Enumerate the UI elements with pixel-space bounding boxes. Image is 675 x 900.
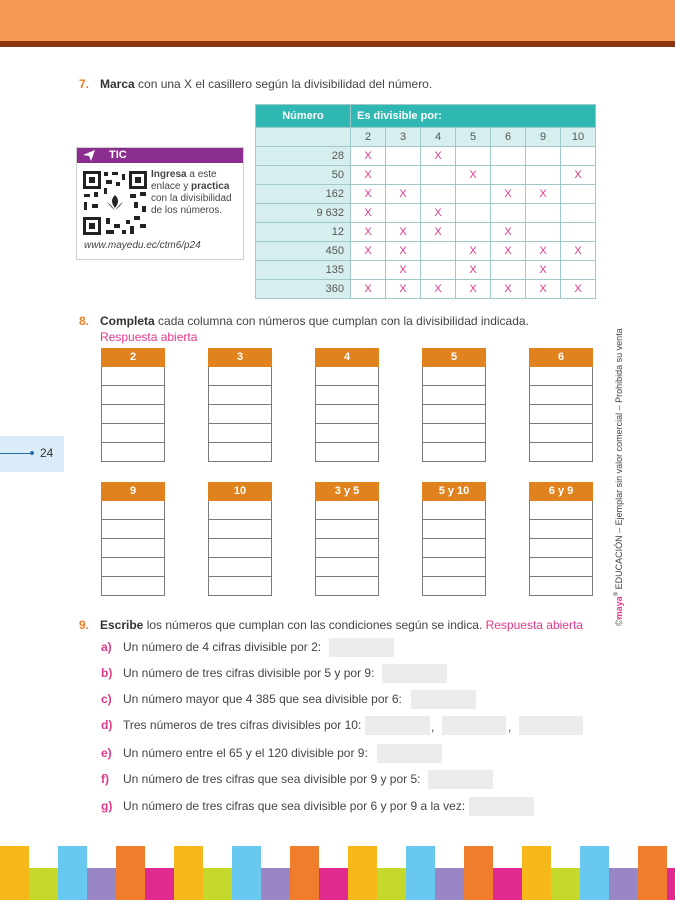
stripe [319,868,348,900]
answer-cell[interactable] [529,520,593,539]
bottom-stripes [0,846,675,900]
answer-cell[interactable] [208,558,272,577]
mark-cell[interactable]: X [456,280,491,299]
answer-cell[interactable] [208,386,272,405]
mark-cell[interactable]: X [421,280,456,299]
stripe [406,846,435,900]
q9-item [101,666,374,680]
stripe [609,868,638,900]
mark-cell[interactable] [421,185,456,204]
row-number: 9 632 [256,204,351,223]
page-number-line [0,453,30,454]
mark-cell[interactable] [526,204,561,223]
copyright-sign: © [614,619,624,626]
mark-cell[interactable]: X [456,242,491,261]
column-header: 2 [101,348,165,367]
mark-cell[interactable]: X [526,280,561,299]
row-number: 360 [256,280,351,299]
item-letter: a) [101,640,112,654]
column-header: 10 [208,482,272,501]
answer-cell[interactable] [101,367,165,386]
mark-cell[interactable]: X [491,223,526,242]
separator-comma: , [431,720,435,734]
divisor-header: 2 [351,128,386,147]
item-letter: b) [101,666,113,680]
divisor-corner [256,128,351,147]
mark-cell[interactable]: X [386,223,421,242]
mark-cell[interactable] [421,261,456,280]
mark-cell[interactable]: X [526,185,561,204]
q7-text: con una X el casillero según la divisibilidad del número. [134,77,433,91]
divisibility-column [529,348,593,462]
answer-cell[interactable] [529,386,593,405]
item-text: Un número de tres cifras divisible por 5 y por 9: [123,666,375,680]
table-row [256,261,596,280]
mark-cell[interactable]: X [421,204,456,223]
divisor-header: 10 [561,128,596,147]
table-row [256,280,596,299]
stripe [667,868,675,900]
stripe [232,846,261,900]
mark-cell[interactable]: X [491,185,526,204]
header-divisible: Es divisible por: [351,105,596,128]
table-row [256,223,596,242]
answer-cell[interactable] [529,558,593,577]
table-row [256,242,596,261]
mark-cell[interactable] [491,261,526,280]
answer-cell[interactable] [422,367,486,386]
q9-item [101,746,368,760]
answer-cell[interactable] [422,558,486,577]
page-number: 24 [40,446,54,460]
stripe [0,846,29,900]
mark-cell[interactable] [351,261,386,280]
q8-verb: Completa [100,314,155,328]
q9-item [101,799,465,813]
mark-cell[interactable] [456,147,491,166]
row-number: 28 [256,147,351,166]
q9-note: Respuesta abierta [485,618,583,632]
mark-cell[interactable]: X [351,242,386,261]
q9-verb: Escribe [100,618,144,632]
stripe [174,846,203,900]
answer-cell[interactable] [315,539,379,558]
brand-registered: ® [614,591,620,597]
answer-cell[interactable] [101,386,165,405]
mark-cell[interactable] [561,147,596,166]
divisor-header: 4 [421,128,456,147]
divisibility-column [101,348,165,462]
stripe [493,868,522,900]
tic-ingresa: Ingresa [151,169,187,180]
mark-cell[interactable]: X [561,242,596,261]
page-number-dot [30,451,34,455]
item-letter: f) [101,772,109,786]
stripe [551,868,580,900]
answer-cell[interactable] [208,539,272,558]
mark-cell[interactable] [526,147,561,166]
q7-number: 7. [79,77,90,91]
answer-cell[interactable] [101,424,165,443]
answer-cell[interactable] [529,367,593,386]
mark-cell[interactable] [386,147,421,166]
q9-item [101,640,321,654]
answer-field[interactable] [365,716,430,735]
answer-cell[interactable] [529,443,593,462]
mark-cell[interactable]: X [561,280,596,299]
row-number: 162 [256,185,351,204]
column-header: 3 y 5 [315,482,379,501]
brand-logo: maya [614,596,624,620]
mark-cell[interactable]: X [351,185,386,204]
row-number: 12 [256,223,351,242]
separator-comma: , [508,720,512,734]
q8-note: Respuesta abierta [100,330,198,344]
mark-cell[interactable]: X [351,166,386,185]
divisibility-column [315,348,379,462]
answer-cell[interactable] [529,577,593,596]
divisibility-column [422,482,486,596]
answer-cell[interactable] [422,424,486,443]
mark-cell[interactable]: X [386,261,421,280]
mark-cell[interactable]: X [526,242,561,261]
column-header: 9 [101,482,165,501]
divisibility-table [255,104,596,299]
stripe [116,846,145,900]
answer-field[interactable] [442,716,506,735]
tic-text-1: a este enlace y [151,169,217,192]
divisibility-column [422,348,486,462]
mark-cell[interactable] [456,185,491,204]
tic-practica: practica [191,181,230,192]
tic-instructions [151,169,243,217]
header-numero: Número [256,105,351,128]
divisor-header: 3 [386,128,421,147]
column-header: 5 y 10 [422,482,486,501]
answer-cell[interactable] [208,424,272,443]
column-header: 5 [422,348,486,367]
answer-cell[interactable] [315,424,379,443]
answer-field[interactable] [377,744,442,763]
q8-text: cada columna con números que cumplan con la divisibilidad indicada. [154,314,529,328]
divisibility-column [208,348,272,462]
answer-field[interactable] [382,664,447,683]
item-text: Tres números de tres cifras divisibles por 10: [123,718,362,732]
answer-cell[interactable] [101,558,165,577]
stripe [261,868,290,900]
q7-verb: Marca [100,77,135,91]
qr-code-icon[interactable] [82,170,148,236]
mark-cell[interactable] [561,223,596,242]
mark-cell[interactable]: X [456,261,491,280]
top-banner-line [0,41,675,47]
divisor-header: 5 [456,128,491,147]
mark-cell[interactable] [491,147,526,166]
answer-cell[interactable] [101,405,165,424]
answer-cell[interactable] [422,501,486,520]
column-header: 6 y 9 [529,482,593,501]
tic-link[interactable]: www.mayedu.ec/ctm6/p24 [84,240,201,251]
table-row [256,166,596,185]
stripe [377,868,406,900]
mark-cell[interactable] [526,166,561,185]
stripe [435,868,464,900]
answer-field[interactable] [329,638,394,657]
mark-cell[interactable] [561,261,596,280]
q9-item [101,692,402,706]
divisibility-column [101,482,165,596]
q8-instruction [100,314,529,328]
mark-cell[interactable] [456,223,491,242]
mark-cell[interactable] [561,185,596,204]
answer-cell[interactable] [315,386,379,405]
answer-cell[interactable] [529,405,593,424]
answer-field[interactable] [428,770,493,789]
answer-cell[interactable] [208,367,272,386]
mark-cell[interactable] [491,166,526,185]
mark-cell[interactable]: X [421,223,456,242]
answer-cell[interactable] [101,577,165,596]
answer-cell[interactable] [529,539,593,558]
answer-cell[interactable] [315,367,379,386]
mark-cell[interactable] [561,204,596,223]
answer-cell[interactable] [422,520,486,539]
item-letter: e) [101,746,112,760]
answer-field[interactable] [519,716,583,735]
answer-cell[interactable] [101,539,165,558]
q9-item [101,772,420,786]
stripe [348,846,377,900]
answer-cell[interactable] [208,501,272,520]
tic-box [76,147,244,260]
divisibility-column [208,482,272,596]
divisor-header: 6 [491,128,526,147]
mark-cell[interactable]: X [491,280,526,299]
q9-text: los números que cumplan con las condiciones según se indica. [143,618,483,632]
answer-cell[interactable] [315,501,379,520]
stripe [638,846,667,900]
row-number: 50 [256,166,351,185]
row-number: 135 [256,261,351,280]
paper-plane-icon [83,150,95,161]
answer-cell[interactable] [315,558,379,577]
table-row [256,185,596,204]
tic-label: TIC [109,149,127,161]
stripe [203,868,232,900]
column-header: 6 [529,348,593,367]
mark-cell[interactable]: X [386,242,421,261]
stripe [29,868,58,900]
mark-cell[interactable]: X [351,204,386,223]
q9-number: 9. [79,618,90,632]
mark-cell[interactable] [526,223,561,242]
item-letter: c) [101,692,112,706]
answer-field[interactable] [411,690,476,709]
mark-cell[interactable] [386,204,421,223]
answer-cell[interactable] [529,424,593,443]
stripe [464,846,493,900]
answer-field[interactable] [469,797,534,816]
answer-cell[interactable] [315,443,379,462]
table-row [256,204,596,223]
mark-cell[interactable]: X [386,185,421,204]
item-text: Un número mayor que 4 385 que sea divisible por 6: [123,692,402,706]
mark-cell[interactable]: X [421,147,456,166]
q8-number: 8. [79,314,90,328]
answer-cell[interactable] [208,405,272,424]
stripe [580,846,609,900]
item-text: Un número de 4 cifras divisible por 2: [123,640,322,654]
mark-cell[interactable] [456,204,491,223]
q9-item [101,718,361,732]
side-text-rest: EDUCACIÓN – Ejemplar sin valor comercial – Prohibida su venta [614,328,624,592]
q7-instruction [100,77,432,91]
answer-cell[interactable] [208,443,272,462]
row-number: 450 [256,242,351,261]
item-text: Un número entre el 65 y el 120 divisible por 9: [123,746,368,760]
column-header: 4 [315,348,379,367]
answer-cell[interactable] [208,520,272,539]
stripe [58,846,87,900]
tic-header [77,148,243,163]
answer-cell[interactable] [422,539,486,558]
q9-instruction [100,618,583,632]
divisibility-column [529,482,593,596]
divisibility-column [315,482,379,596]
answer-cell[interactable] [208,577,272,596]
side-copyright-text [614,328,624,626]
divisor-header: 9 [526,128,561,147]
answer-cell[interactable] [529,501,593,520]
stripe [145,868,174,900]
mark-cell[interactable] [386,166,421,185]
mark-cell[interactable]: X [561,166,596,185]
answer-cell[interactable] [315,520,379,539]
mark-cell[interactable] [421,242,456,261]
stripe [87,868,116,900]
mark-cell[interactable] [491,204,526,223]
answer-cell[interactable] [101,443,165,462]
mark-cell[interactable] [421,166,456,185]
answer-cell[interactable] [101,520,165,539]
answer-cell[interactable] [422,443,486,462]
table-row [256,147,596,166]
mark-cell[interactable]: X [456,166,491,185]
item-text: Un número de tres cifras que sea divisible por 9 y por 5: [123,772,421,786]
column-header: 3 [208,348,272,367]
answer-cell[interactable] [422,577,486,596]
item-letter: d) [101,718,113,732]
mark-cell[interactable]: X [351,223,386,242]
top-banner [0,0,675,41]
stripe [290,846,319,900]
mark-cell[interactable]: X [386,280,421,299]
mark-cell[interactable]: X [491,242,526,261]
answer-cell[interactable] [101,501,165,520]
stripe [522,846,551,900]
answer-cell[interactable] [422,405,486,424]
item-letter: g) [101,799,113,813]
mark-cell[interactable]: X [526,261,561,280]
item-text: Un número de tres cifras que sea divisible por 6 y por 9 a la vez: [123,799,466,813]
answer-cell[interactable] [315,577,379,596]
tic-text-2: con la divisibilidad de los números. [151,193,232,216]
mark-cell[interactable]: X [351,280,386,299]
answer-cell[interactable] [315,405,379,424]
mark-cell[interactable]: X [351,147,386,166]
page-number-tab [0,436,64,472]
answer-cell[interactable] [422,386,486,405]
